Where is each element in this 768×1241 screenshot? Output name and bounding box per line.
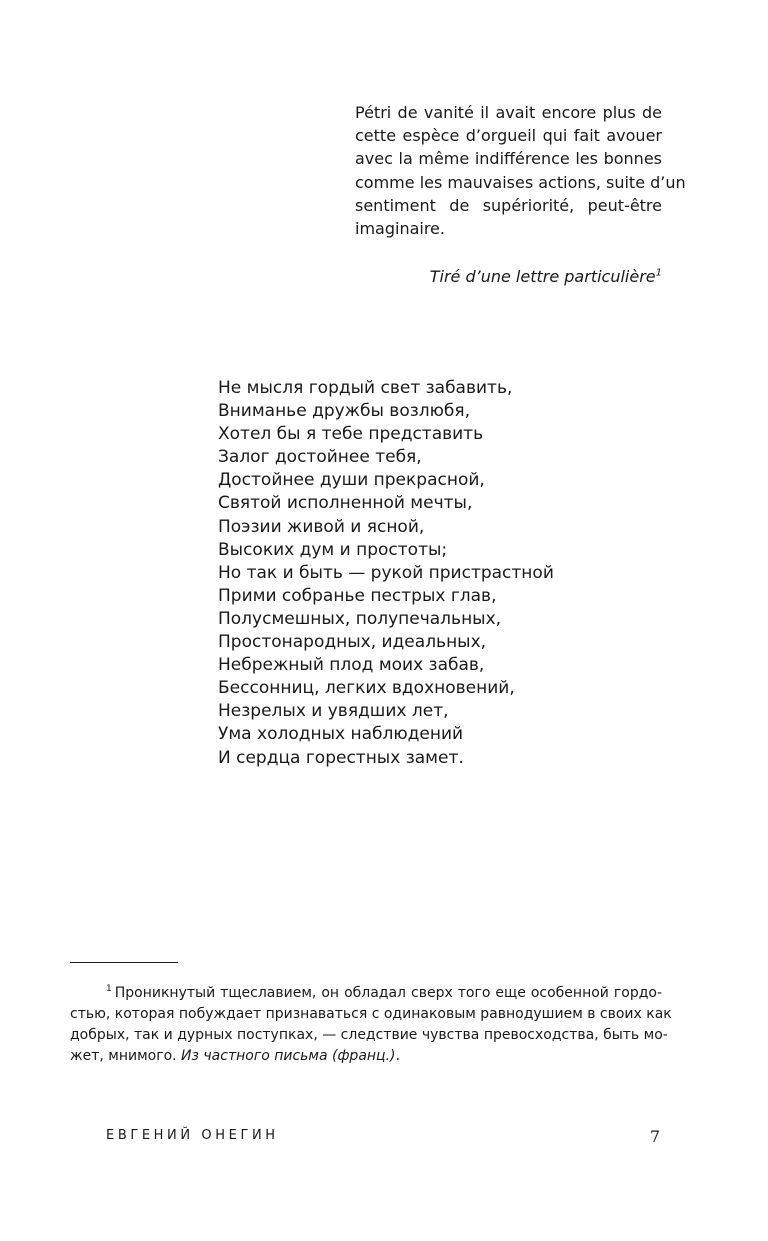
poem-line: Хотел бы я тебе представить (218, 424, 484, 445)
poem-line: Святой исполненной мечты, (218, 493, 473, 514)
footnote-line (70, 1046, 662, 1067)
epigraph-line: comme les mauvaises actions, suite d’un (355, 172, 686, 192)
poem-line: Полусмешных, полупечальных, (218, 608, 502, 629)
footnote-mark: 1 (106, 984, 112, 995)
poem-line: Небрежный плод моих забав, (218, 655, 485, 676)
poem-line: Поэзии живой и ясной, (218, 516, 425, 537)
footnote-reference[interactable]: 1 (655, 267, 662, 279)
epigraph-line: cette espèce d’orgueil qui fait avouer (355, 126, 662, 146)
footnote-text: жет, мнимого. (70, 1048, 182, 1064)
poem-line: Незрелых и увядших лет, (218, 701, 449, 722)
poem-line: Вниманье дружбы возлюбя, (218, 401, 471, 422)
poem-line: Высоких дум и простоты; (218, 539, 448, 560)
epigraph-line: avec la même indifférence les bonnes (355, 149, 662, 169)
footnote-line: добрых, так и дурных поступках, — следствие чувства превосходства, быть мо- (70, 1027, 668, 1043)
footnote (70, 983, 672, 1067)
poem-line: Бессонниц, легких вдохновений, (218, 678, 515, 699)
poem-line: Прими собранье пестрых глав, (218, 585, 497, 606)
epigraph-line: Pétri de vanité il avait encore plus de (355, 103, 662, 122)
footnote-text: Проникнутый тщеславием, он обладал сверх того еще особенной гордо- (114, 985, 662, 1001)
poem-line: Но так и быть — рукой пристрастной (218, 562, 554, 583)
epigraph-source (430, 265, 662, 289)
epigraph-line: imaginaire. (355, 219, 445, 239)
poem-line: Не мысля гордый свет забавить, (218, 378, 513, 398)
poem-line: Залог достойнее тебя, (218, 447, 422, 468)
poem-line: Ума холодных наблюдений (218, 724, 464, 745)
footnote-divider (70, 962, 178, 963)
poem-dedication (218, 377, 554, 770)
footnote-text: . (395, 1048, 400, 1064)
epigraph (355, 101, 686, 240)
footnote-line: стью, которая побуждает признаваться с одинаковым равнодушием в своих как (70, 1006, 672, 1022)
running-title: ЕВГЕНИЙ ОНЕГИН (106, 1128, 279, 1143)
poem-line: Простонародных, идеальных, (218, 632, 487, 653)
epigraph-source-text: Tiré d’une lettre particulière (429, 267, 656, 286)
page-number: 7 (649, 1127, 660, 1146)
footnote-line (70, 983, 662, 1004)
epigraph-line: sentiment de supériorité, peut-être (355, 195, 662, 215)
poem-line: И сердца горестных замет. (218, 747, 464, 768)
footnote-source-italic: Из частного письма (франц.) (181, 1048, 396, 1064)
poem-line: Достойнее души прекрасной, (218, 470, 485, 491)
